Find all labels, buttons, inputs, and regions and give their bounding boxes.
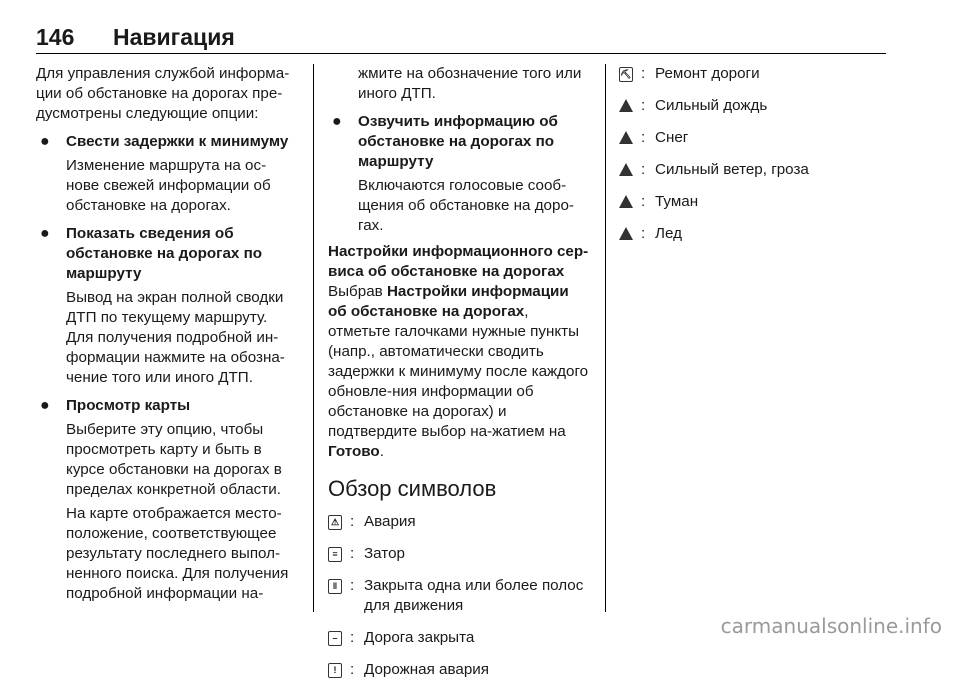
bullet-title: Свести задержки к минимуму (66, 133, 289, 150)
symbol-label: Лед (655, 225, 682, 242)
bullet-dot: ● (40, 225, 50, 242)
bullet-dot: ● (40, 397, 50, 414)
settings-text-b: , отметьте галочками нужные пункты (напр., автоматически сводить задержки к минимуму после каждого обновле-ния информации об обстановке на дорогах) и подтвердите выбор на-жатием на (328, 303, 589, 440)
symbol-row-storm (619, 160, 881, 180)
bullet-dot: ● (40, 133, 50, 150)
colon: : (641, 129, 646, 146)
colon: : (641, 161, 646, 178)
symbol-row-snow (619, 128, 881, 148)
symbol-label: Авария (364, 513, 416, 530)
intro-text: Для управления службой информа-ции об обстановке на дорогах пре-дусмотрены следующие опции: (36, 65, 290, 122)
fog-icon (619, 195, 633, 208)
symbol-label: Туман (655, 193, 699, 210)
colon: : (641, 225, 646, 242)
colon: : (350, 545, 355, 562)
symbol-label: Сильный ветер, гроза (655, 161, 809, 178)
symbol-label: Дорожная авария (364, 661, 490, 678)
settings-text-a: Выбрав (328, 283, 387, 300)
bullet-title: Просмотр карты (66, 397, 191, 414)
settings-text-end: . (379, 443, 384, 460)
symbol-label: Дорога закрыта (364, 629, 475, 646)
lanes-closed-icon: ‖ (328, 579, 342, 594)
symbol-row-road-closed (328, 628, 590, 648)
header-rule (36, 53, 886, 54)
bullet-text: На карте отображается место-положение, соответствующее результату последнего выпол-ненного поиска. Для получения подробной информации на- (66, 505, 289, 602)
colon: : (641, 97, 646, 114)
accident-icon: ⚠ (328, 515, 342, 530)
symbol-row-roadworks (619, 64, 881, 84)
colon: : (641, 65, 646, 82)
bullet-text: Изменение маршрута на ос-нове свежей информации об обстановке на дорогах. (66, 157, 271, 214)
column-divider-2 (605, 64, 606, 612)
symbol-row-traffic-jam (328, 544, 590, 564)
colon: : (350, 629, 355, 646)
road-closed-icon: – (328, 631, 342, 646)
page-number: 146 (36, 24, 75, 50)
symbol-row-heavy-rain (619, 96, 881, 116)
road-incident-icon: ! (328, 663, 342, 678)
symbol-row-road-incident (328, 660, 590, 680)
snow-icon (619, 131, 633, 144)
colon: : (350, 661, 355, 678)
done-label: Готово (328, 443, 380, 460)
bullet-text: Выберите эту опцию, чтобы просмотреть карту и быть в курсе обстановки на дорогах в пределах конкретной области. (66, 421, 282, 498)
continued-text: жмите на обозначение того или иного ДТП. (358, 65, 582, 102)
heavy-rain-icon (619, 99, 633, 112)
page-header (36, 24, 886, 54)
bullet-dot: ● (332, 113, 342, 130)
colon: : (350, 513, 355, 530)
settings-text (328, 282, 590, 462)
symbol-row-ice (619, 224, 881, 244)
roadworks-icon: ⛏ (619, 67, 633, 82)
column-divider-1 (313, 64, 314, 612)
bullet-show-route-info (36, 224, 298, 388)
bullet-voice-info (328, 112, 590, 236)
column-1 (36, 64, 298, 604)
bullet-text: Вывод на экран полной сводки ДТП по текущему маршруту. Для получения подробной ин-формации нажмите на обозна-чение того или иного ДТП. (66, 289, 285, 386)
column-2 (328, 64, 590, 692)
colon: : (641, 193, 646, 210)
symbol-row-accident (328, 512, 590, 532)
symbol-label: Затор (364, 545, 405, 562)
symbol-label: Ремонт дороги (655, 65, 760, 82)
symbol-label: Сильный дождь (655, 97, 768, 114)
watermark: carmanualsonline.info (720, 614, 942, 638)
storm-icon (619, 163, 633, 176)
bullet-title: Озвучить информацию об обстановке на дорогах по маршруту (358, 113, 558, 170)
bullet-view-map (36, 396, 298, 604)
settings-menu-name: Настройки информации об обстановке на дорогах (328, 283, 569, 320)
symbol-row-fog (619, 192, 881, 212)
bullet-minimize-delays (36, 132, 298, 216)
column-3 (619, 64, 881, 256)
colon: : (350, 577, 355, 594)
bullet-title: Показать сведения об обстановке на дорогах по маршруту (66, 225, 263, 282)
bullet-text: Включаются голосовые сооб-щения об обстановке на доро-гах. (358, 177, 574, 234)
symbol-label: Закрыта одна или более полос для движения (364, 577, 584, 614)
ice-icon (619, 227, 633, 240)
section-title: Навигация (113, 24, 235, 50)
symbol-label: Снег (655, 129, 689, 146)
symbol-row-lanes-closed (328, 576, 590, 616)
traffic-jam-icon: ≡ (328, 547, 342, 562)
settings-heading: Настройки информационного сер-виса об обстановке на дорогах (328, 243, 589, 280)
symbols-heading: Обзор символов (328, 476, 497, 501)
